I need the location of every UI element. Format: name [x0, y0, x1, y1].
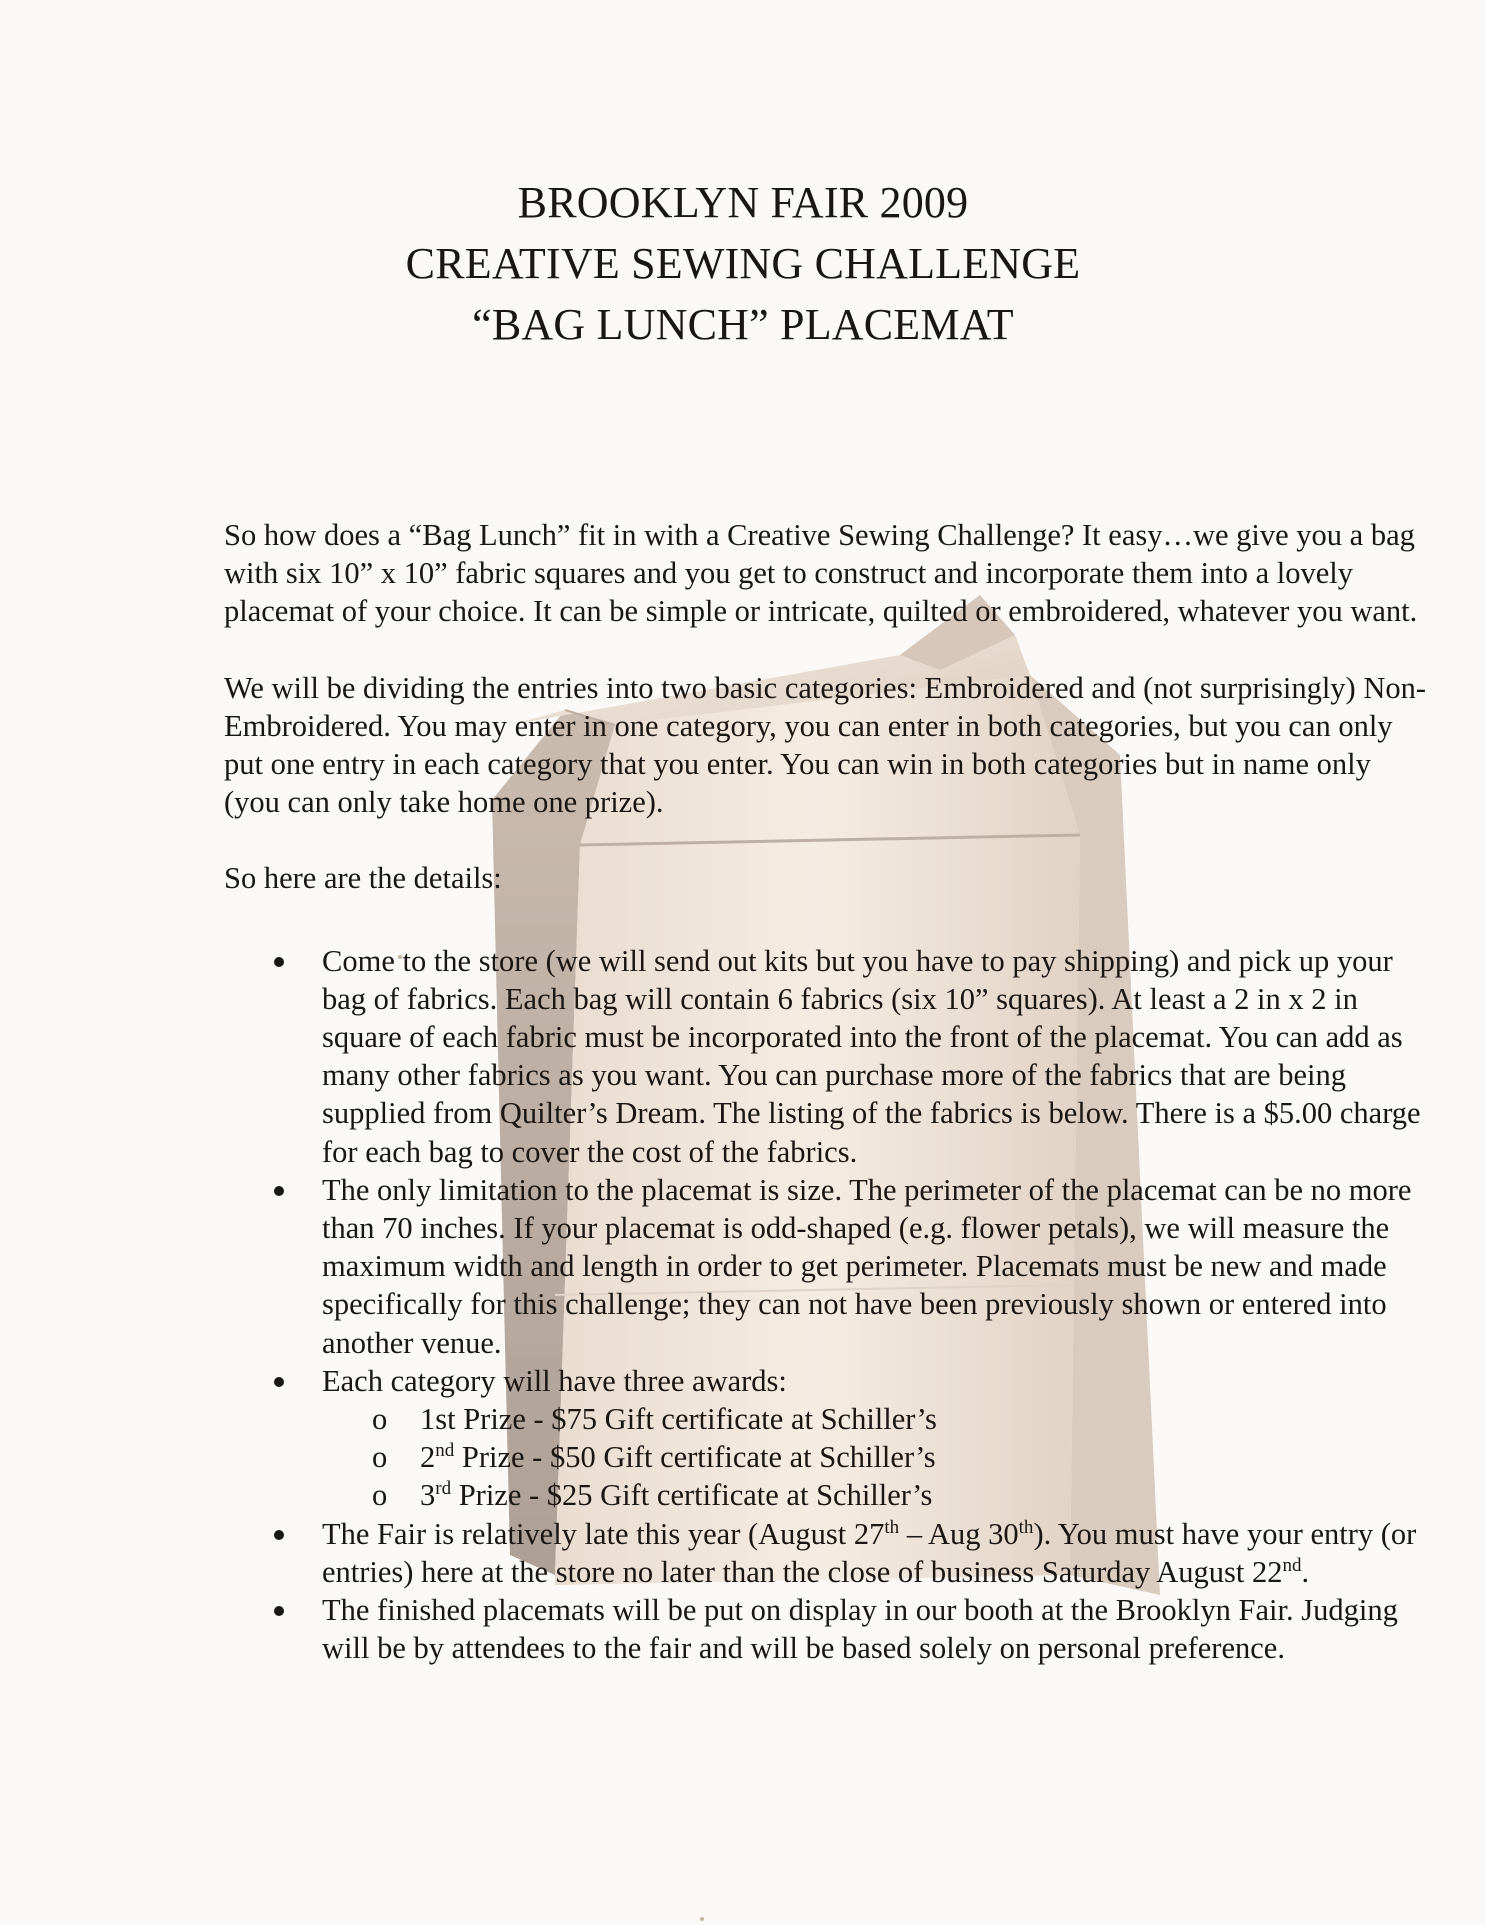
award-text: Prize - $75 Gift certificate at Schiller’s: [455, 1402, 937, 1437]
list-item-text: The only limitation to the placemat is size. The perimeter of the placemat can be no more than 70 inches. If your placemat is odd-shaped (e.g. flower petals), we will measure the maximum width and length in order to get perimeter. Placemats must be new and made specifically for this challenge; they can not have been previously shown or entered into another venue.: [322, 1172, 1412, 1360]
intro-paragraph: So how does a “Bag Lunch” fit in with a Creative Sewing Challenge? It easy…we give you a bag with six 10” x 10” fabric squares and you get to construct and incorporate them into a lovely placemat of your choice. It can be simple or intricate, quilted or embroidered, whatever you want.: [224, 518, 1418, 629]
list-item-text: Come to the store (we will send out kits but you have to pay shipping) and pick up your bag of fabrics. Each bag will contain 6 fabrics (six 10” squares). At least a 2 in x 2 in square of each fabric must be incorporated into the front of the placemat. You can add as many other fabrics as you want. You can purchase more of the fabrics that are being supplied from Quilter’s Dream. The listing of the fabrics is below. There is a $5.00 charge for each bag to cover the cost of the fabrics.: [322, 943, 1421, 1169]
title-line-3: “BAG LUNCH” PLACEMAT: [472, 300, 1014, 349]
document-body: [224, 516, 1434, 1667]
scan-speck: [700, 1917, 704, 1921]
list-item-size-limit: [224, 1171, 1434, 1362]
date-suffix: th: [1018, 1516, 1034, 1538]
award-ordinal: 2: [420, 1440, 436, 1475]
award-third-prize: [322, 1476, 1434, 1514]
title-line-1: BROOKLYN FAIR 2009: [517, 178, 969, 227]
award-ordinal: 1st: [420, 1402, 456, 1437]
deadline-text-d: .: [1301, 1554, 1310, 1589]
list-item-judging: [224, 1591, 1434, 1667]
award-text: Prize - $50 Gift certificate at Schiller’s: [454, 1440, 936, 1475]
list-item-text: Each category will have three awards:: [322, 1363, 787, 1398]
award-ordinal-suffix: nd: [435, 1440, 455, 1462]
awards-list: [322, 1400, 1434, 1515]
award-text: Prize - $25 Gift certificate at Schiller’s: [451, 1478, 933, 1513]
details-list: [224, 942, 1434, 1668]
details-heading: So here are the details:: [224, 861, 502, 896]
award-second-prize: [322, 1438, 1434, 1476]
deadline-text-c: ). You must have your entry (or entries) here at the store no later than the close of business Saturday August 22: [322, 1516, 1417, 1589]
award-ordinal-suffix: rd: [435, 1478, 452, 1500]
document-title: [0, 172, 1486, 355]
award-ordinal: 3: [420, 1478, 436, 1513]
title-line-2: CREATIVE SEWING CHALLENGE: [405, 239, 1081, 288]
list-item-kit-pickup: [224, 942, 1434, 1171]
deadline-text-b: – Aug 30: [899, 1516, 1019, 1551]
list-item-text: The finished placemats will be put on display in our booth at the Brooklyn Fair. Judging will be by attendees to the fair and will be based solely on personal preference.: [322, 1593, 1398, 1666]
date-suffix: nd: [1282, 1554, 1302, 1576]
list-item-awards: [224, 1362, 1434, 1515]
date-suffix: th: [884, 1516, 900, 1538]
list-item-deadline: [224, 1515, 1434, 1591]
deadline-text-a: The Fair is relatively late this year (August 27: [322, 1516, 885, 1551]
categories-paragraph: We will be dividing the entries into two basic categories: Embroidered and (not surprisingly) Non-Embroidered. You may enter in one category, you can enter in both categories, but you can only put one entry in each category that you enter. You can win in both categories but in name only (you can only take home one prize).: [224, 670, 1427, 820]
award-first-prize: [322, 1400, 1434, 1438]
